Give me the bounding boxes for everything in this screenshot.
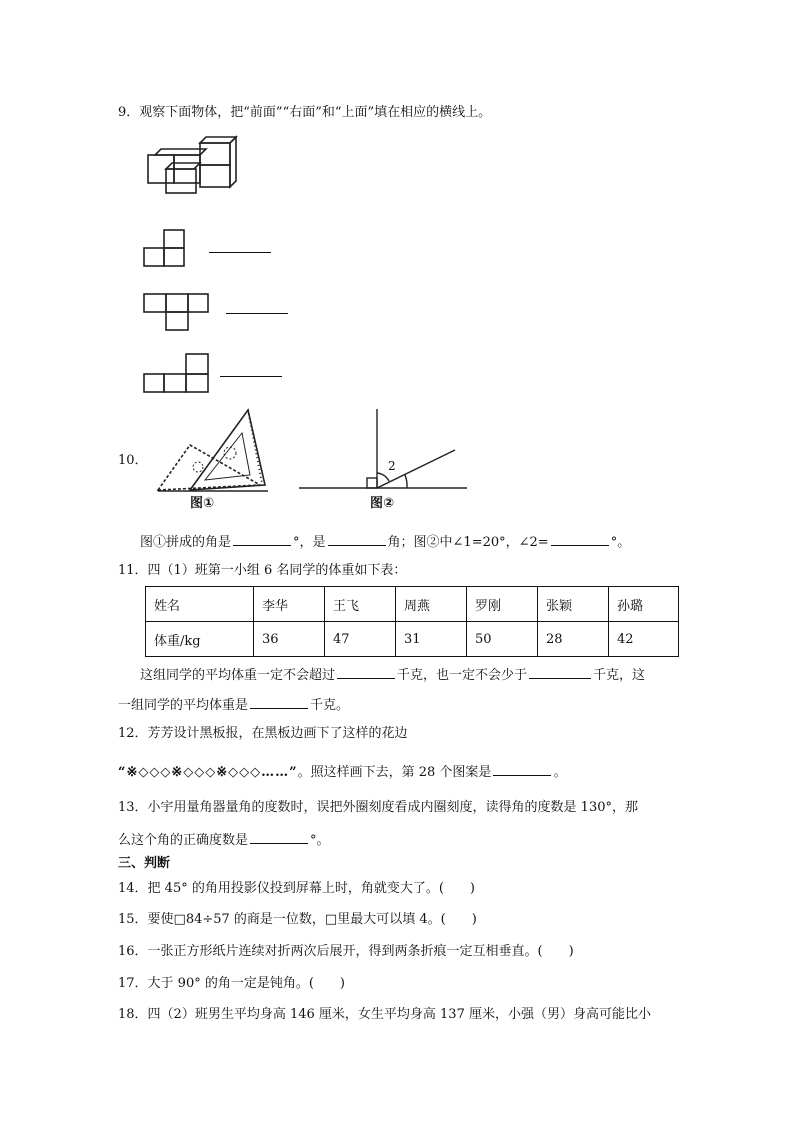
judge-question-17: 17．大于 90° 的角一定是钝角。( ) (118, 976, 345, 991)
q10-text-b: °，是 (293, 535, 326, 550)
question-11-title: 11．四（1）班第一小组 6 名同学的体重如下表： (118, 563, 407, 578)
q11-blank-3[interactable] (250, 694, 308, 709)
cube-tall-lower (200, 165, 230, 187)
cube-top-back (155, 149, 206, 155)
view-3-answer-blank[interactable] (220, 362, 282, 377)
cube-tall-upper (200, 143, 230, 165)
view-figure-3 (140, 350, 212, 396)
question-11-line-2 (118, 694, 349, 715)
q11-text-d: 一组同学的平均体重是 (118, 698, 249, 713)
table-cell: 47 (325, 622, 396, 657)
angle-2-label: 2 (388, 459, 396, 473)
table-cell: 31 (396, 622, 467, 657)
table-cell: 姓名 (146, 587, 254, 622)
pattern-sequence: “※◇◇◇※◇◇◇※◇◇◇……” (118, 765, 298, 780)
table-cell: 42 (609, 622, 679, 657)
cube-front (166, 169, 196, 193)
view-2-answer-blank[interactable] (226, 299, 288, 314)
question-13-line-1: 13．小宇用量角器量角的度数时，误把外圈刻度看成内圈刻度，读得角的度数是 130°，那 (118, 800, 638, 815)
judge-question-16: 16．一张正方形纸片连续对折两次后展开，得到两条折痕一定互相垂直。( ) (118, 944, 574, 959)
q13-text-a: 么这个角的正确度数是 (118, 833, 249, 848)
table-cell: 36 (254, 622, 325, 657)
q10-blank-1[interactable] (233, 531, 291, 546)
q12-end: 。 (553, 765, 567, 780)
view-figure-1 (140, 228, 192, 270)
question-10-answer-line (140, 531, 630, 552)
table-row (146, 622, 679, 657)
question-12-line-2 (118, 761, 566, 782)
table-cell: 张颖 (538, 587, 609, 622)
table-cell: 罗刚 (467, 587, 538, 622)
q10-text-c: 角；图②中∠1=20°，∠2= (387, 535, 549, 550)
table-cell: 50 (467, 622, 538, 657)
figure-2-label: 图② (370, 496, 395, 511)
question-10-number: 10． (118, 453, 148, 468)
judge-question-18: 18．四（2）班男生平均身高 146 厘米，女生平均身高 137 厘米，小强（男）身高可能比小 (118, 1007, 651, 1022)
weight-table (145, 586, 679, 657)
angle-figure (295, 405, 470, 495)
question-11-line-1 (140, 664, 645, 685)
table-cell: 王飞 (325, 587, 396, 622)
q10-text-a: 图①拼成的角是 (140, 535, 232, 550)
question-13-line-2 (118, 829, 330, 850)
q10-blank-2[interactable] (328, 531, 386, 546)
q12-blank[interactable] (493, 761, 551, 776)
table-row (146, 587, 679, 622)
q11-blank-1[interactable] (337, 664, 395, 679)
view-figure-2 (140, 290, 212, 336)
q10-blank-3[interactable] (551, 531, 609, 546)
cube-stack-figure (140, 135, 245, 195)
q13-text-b: °。 (310, 833, 330, 848)
figure-1-label: 图① (190, 496, 215, 511)
q10-text-d: °。 (610, 535, 631, 550)
view-1-answer-blank[interactable] (209, 238, 271, 253)
table-cell: 体重/kg (146, 622, 254, 657)
q11-text-e: 千克。 (310, 698, 350, 713)
section-heading: 三、判断 (118, 856, 171, 871)
question-9-text: 9．观察下面物体，把“前面”“右面”和“上面”填在相应的横线上。 (118, 105, 492, 120)
table-cell: 周燕 (396, 587, 467, 622)
table-cell: 李华 (254, 587, 325, 622)
q11-text-b: 千克，也一定不会少于 (397, 668, 528, 683)
question-12-line-1: 12．芳芳设计黑板报，在黑板边画下了这样的花边 (118, 726, 408, 741)
table-cell: 28 (538, 622, 609, 657)
judge-question-15: 15．要使□84÷57 的商是一位数，□里最大可以填 4。( ) (118, 912, 477, 927)
q11-text-c: 千克，这 (593, 668, 646, 683)
table-cell: 孙璐 (609, 587, 679, 622)
q11-text-a: 这组同学的平均体重一定不会超过 (140, 668, 336, 683)
q11-blank-2[interactable] (529, 664, 591, 679)
q12-text: 。照这样画下去，第 28 个图案是 (297, 765, 492, 780)
q13-blank[interactable] (250, 829, 308, 844)
judge-question-14: 14．把 45° 的角用投影仪投到屏幕上时，角就变大了。( ) (118, 881, 475, 896)
